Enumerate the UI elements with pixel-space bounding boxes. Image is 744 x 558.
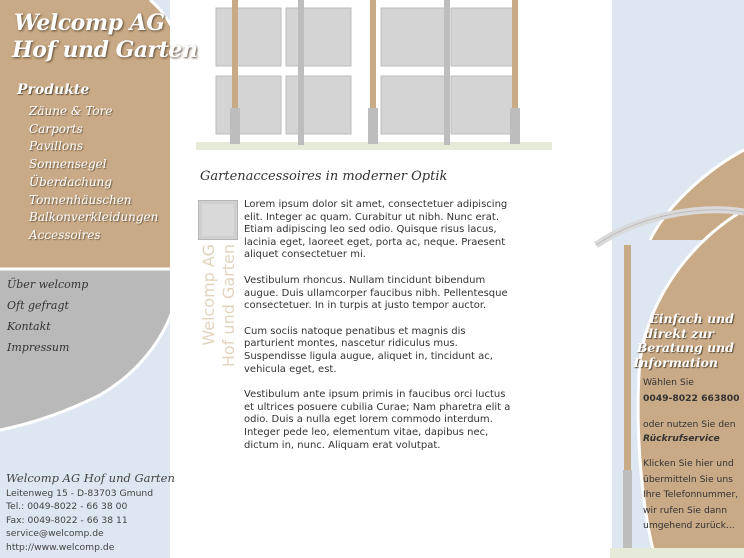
contact-callout-body: [643, 376, 743, 534]
call-label: Wählen Sie: [643, 377, 694, 388]
page-headline: Gartenaccessoires in moderner Optik: [200, 169, 448, 184]
paragraph-3: Cum sociis natoque penatibus et magnis dis parturient montes, nascetur ridiculus mus. Suspendisse ligula augue, aliquet in, tincidunt ac, vehicula eget, est.: [244, 325, 493, 375]
vertical-brand-line1: Welcomp AG: [199, 244, 218, 346]
article-body: [244, 199, 516, 465]
contact-callout-title: [630, 312, 734, 370]
footer-email-link[interactable]: service@welcomp.de: [6, 528, 104, 540]
footer-address: [6, 471, 175, 554]
cta-line3: Ihre Telefonnummer,: [643, 489, 739, 500]
nav-item-impressum[interactable]: Impressum: [7, 341, 70, 354]
phone-number: 0049-8022 663800: [643, 393, 740, 404]
nav-item-ueber-welcomp[interactable]: Über welcomp: [7, 278, 89, 291]
footer-street: Leitenweg 15 - D-83703 Gmund: [6, 488, 154, 499]
nav-item-zaeune-tore[interactable]: Zäune & Tore: [29, 104, 113, 118]
fence-illustration: [196, 0, 556, 155]
callout-title-line4: Information: [633, 354, 718, 370]
nav-heading-produkte: Produkte: [17, 82, 90, 98]
secondary-nav: [7, 274, 88, 358]
nav-item-accessoires[interactable]: Accessoires: [29, 227, 101, 242]
product-nav: [29, 103, 158, 245]
cta-line5: umgehend zurück...: [643, 520, 735, 531]
nav-item-tonnenhaeuschen[interactable]: Tonnenhäuschen: [29, 192, 132, 207]
product-thumbnail: [198, 200, 238, 240]
nav-item-sonnensegel[interactable]: Sonnensegel: [29, 157, 107, 172]
brand-line1: Welcomp AG: [14, 10, 165, 36]
footer-web-link[interactable]: http://www.welcomp.de: [6, 541, 115, 553]
paragraph-2: Vestibulum rhoncus. Nullam tincidunt bibendum augue. Duis ullamcorper faucibus nibh. Pellentesque consectetuer. In in turpis at justo tempor auctor.: [244, 274, 508, 312]
nav-item-balkonverkleidungen[interactable]: Balkonverkleidungen: [29, 210, 159, 225]
paragraph-1: Lorem ipsum dolor sit amet, consectetuer adipiscing elit. Integer ac quam. Curabitur ut nibh. Nunc erat. Etiam adipiscing leo sed odio. Quisque risus lacus, lacinia eget, laoreet eget, porta ac, neque. Praesent aliquet consectetuer mi.: [244, 199, 508, 261]
or-label: oder nutzen Sie den: [643, 419, 736, 430]
callback-service-link[interactable]: Rückrufservice: [643, 433, 720, 444]
footer-fax: Fax: 0049-8022 - 66 38 11: [6, 514, 128, 526]
nav-item-kontakt[interactable]: Kontakt: [7, 320, 51, 333]
callout-title-line2: direkt zur: [644, 325, 714, 341]
callout-title-line3: Beratung und: [636, 340, 734, 355]
brand-line2: Hof und Garten: [12, 37, 198, 63]
cta-line4: wir rufen Sie dann: [643, 504, 728, 516]
nav-item-ueberdachung[interactable]: Überdachung: [29, 174, 113, 189]
cta-line2: übermitteln Sie uns: [643, 473, 733, 485]
callback-cta[interactable]: [643, 456, 743, 534]
nav-item-pavillons[interactable]: Pavillons: [29, 139, 84, 154]
nav-item-oft-gefragt[interactable]: Oft gefragt: [7, 299, 69, 312]
footer-title: Welcomp AG Hof und Garten: [6, 471, 175, 485]
paragraph-4: Vestibulum ante ipsum primis in faucibus orci luctus et ultrices posuere cubilia Curae; Nam pharetra elit a odio. Duis a nulla eget lorem commodo interdum. Integer pede leo, elementum vitae, dapibus nec, dictum in, nunc. Aliquam erat volutpat.: [244, 389, 511, 451]
footer-tel: Tel.: 0049-8022 - 66 38 00: [6, 501, 128, 513]
callout-title-line1: Einfach und: [649, 311, 734, 326]
vertical-brand-line2: Hof und Garten: [219, 244, 238, 368]
cta-line1: Klicken Sie hier und: [643, 458, 734, 469]
nav-item-carports[interactable]: Carports: [29, 121, 83, 136]
